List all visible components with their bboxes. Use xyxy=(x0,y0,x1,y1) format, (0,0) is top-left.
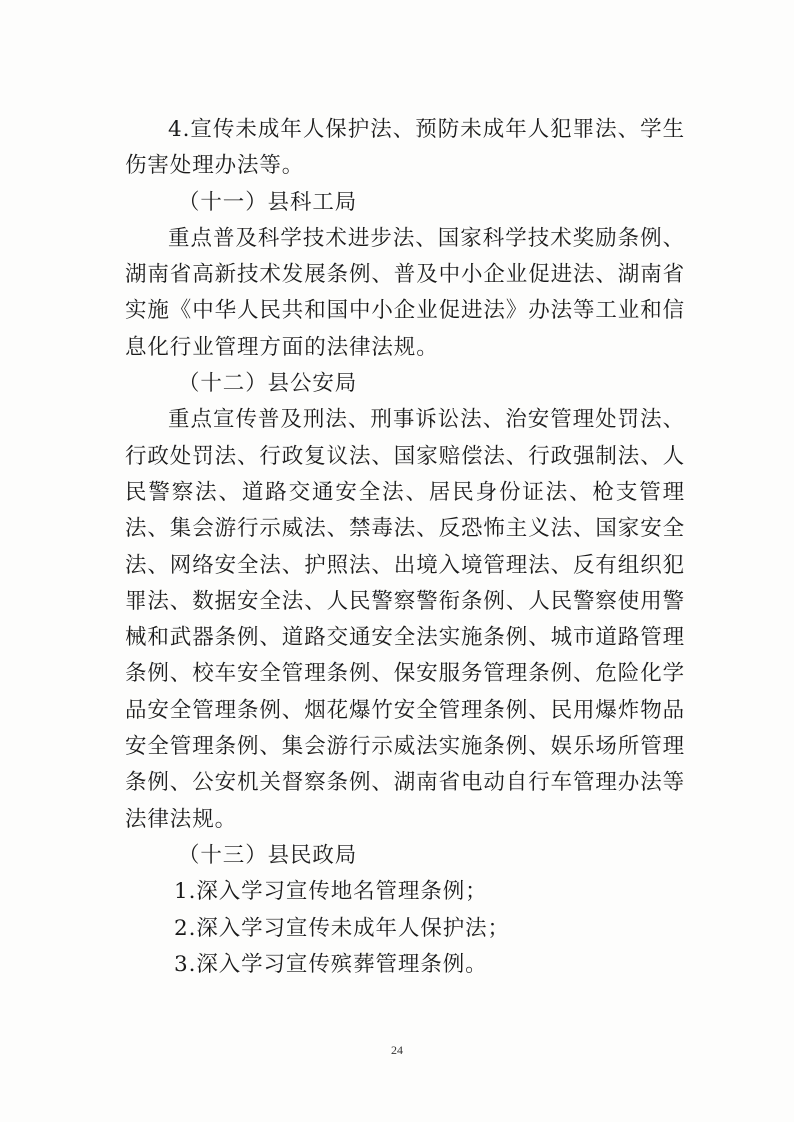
list-item-1: 1.深入学习宣传地名管理条例； xyxy=(174,879,488,905)
page-number: 24 xyxy=(391,1043,403,1057)
paragraph-science-industry: 重点普及科学技术进步法、国家科学技术奖励条例、湖南省高新技术发展条例、普及中小企业促进法、湖南省实施《中华人民共和国中小企业促进法》办法等工业和信息化行业管理方面的法律法规。 xyxy=(125,225,686,360)
section-heading-13: （十三）县民政局 xyxy=(178,842,358,868)
list-item-2: 2.深入学习宣传未成年人保护法； xyxy=(174,915,510,941)
document-body xyxy=(125,112,685,983)
section-heading-12: （十二）县公安局 xyxy=(178,371,358,397)
paragraph-item-4-minors: 4.宣传未成年人保护法、预防未成年人犯罪法、学生伤害处理办法等。 xyxy=(125,117,685,179)
paragraph-public-security: 重点宣传普及刑法、刑事诉讼法、治安管理处罚法、行政处罚法、行政复议法、国家赔偿法、行政强制法、人民警察法、道路交通安全法、居民身份证法、枪支管理法、集会游行示威法、禁毒法、反恐怖主义法、国家安全法、网络安全法、护照法、出境入境管理法、反有组织犯罪法、数据安全法、人民警察警衔条例、人民警察使用警械和武器条例、道路交通安全法实施条例、城市道路管理条例、校车安全管理条例、保安服务管理条例、危险化学品安全管理条例、烟花爆竹安全管理条例、民用爆炸物品安全管理条例、集会游行示威法实施条例、娱乐场所管理条例、公安机关督察条例、湖南省电动自行车管理办法等法律法规。 xyxy=(125,407,686,832)
section-heading-11: （十一）县科工局 xyxy=(178,189,358,215)
list-item-3: 3.深入学习宣传殡葬管理条例。 xyxy=(174,951,488,977)
